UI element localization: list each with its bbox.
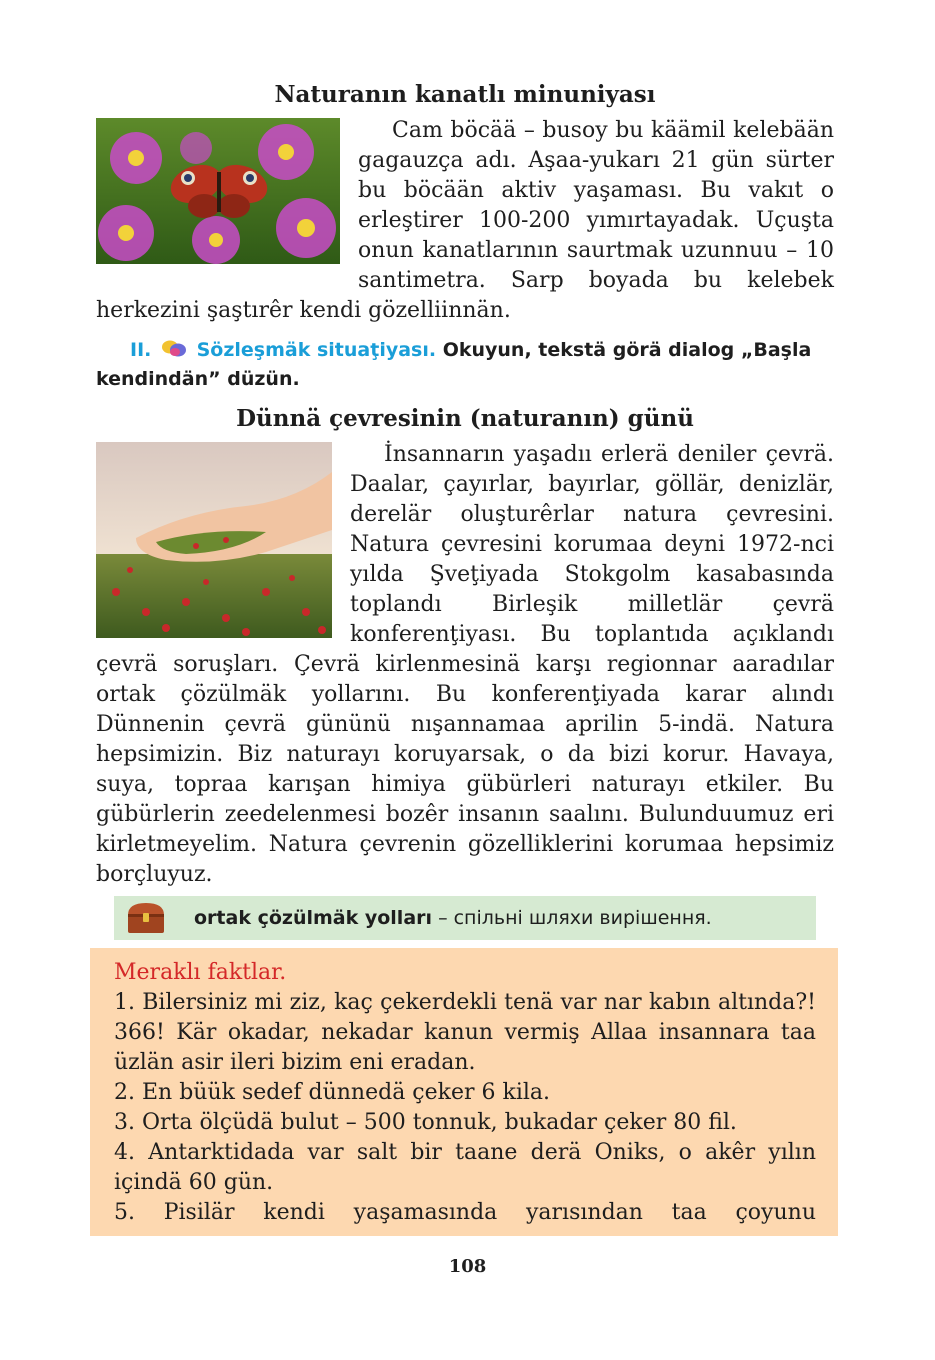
interesting-facts-box	[90, 948, 838, 1236]
task-heading: Sözleşmäk situaţiyası.	[196, 339, 437, 361]
facts-title: Meraklı faktlar.	[114, 960, 287, 985]
section2-title: Dünnä çevresinin (naturanın) günü	[236, 405, 694, 432]
hand-holding-meadow-image	[96, 442, 332, 638]
vocab-term: ortak çözülmäk yolları	[194, 907, 433, 929]
task-line	[96, 336, 834, 394]
section1-text: Cam böcää – busoy bu käämil kelebään gagauzça adı. Aşaa-yukarı 21 gün sürter bu böcään aktiv yaşaması. Bu vakıt o erleştirer 100-200 yımırtayadak. Uçuşta onun kanatlarının saurtmak uzunnuu – 10 santimetra. Sarp boyada bu kelebek herkezini şaştırêr kendi gözelliinnän.	[96, 118, 834, 323]
treasure-chest-icon	[124, 901, 168, 935]
section2-text: İnsannarın yaşadıı erlerä deniler çevrä. Daalar, çayırlar, bayırlar, göllär, denizlär, derelär oluşturêrlar natura çevresini. Natura çevresini korumaa deyni 1972-nci yılda Şveţiyada Stokgolm kasabasında toplandı Birleşik milletlär çevrä konferenţiyası. Bu toplantıda açıklandı çevrä soruşları. Çevrä kirlenmesinä karşı regionnar aaradılar ortak çözülmäk yollarını. Bu konferenţiyada karar alındı Dünnenin çevrä gününü nışannamaa aprilin 5-indä. Natura hepsimizin. Biz naturayı koruyarsak, o da bizi korur. Havaya, suya, topraa karışan himiya gübürleri naturayı etkiler. Bu gübürlerin zeedelenmesi bozêr insanın saalını. Bulunduumuz eri kirletmeyelim. Natura çevrenin gözelliklerini korumaa hepsimiz borçluyuz.	[96, 442, 834, 887]
vocabulary-box	[114, 896, 816, 940]
fact-item: 4. Antarktidada var salt bir taane derä Oniks, o akêr yılın içindä 60 gün.	[114, 1140, 816, 1195]
fact-item: 3. Orta ölçüdä bulut – 500 tonnuk, bukadar çeker 80 fil.	[114, 1110, 737, 1135]
vocab-translation: – спільні шляхи вирішення.	[432, 907, 712, 929]
task-number: II.	[130, 339, 152, 361]
page-content	[96, 80, 834, 890]
fact-item: 2. En büük sedef dünnedä çeker 6 kila.	[114, 1080, 551, 1105]
dialog-icon	[161, 339, 187, 359]
butterfly-on-flowers-image	[96, 118, 340, 264]
fact-item: 5. Pisilär kendi yaşamasında yarısından taa çoyunu	[114, 1200, 816, 1225]
fact-item: 1. Bilersiniz mi ziz, kaç çekerdekli tenä var nar kabın altında?! 366! Kär okadar, nekadar kanun vermiş Allaa insannara taa üzlän asir ileri bizim eni eradan.	[114, 990, 816, 1075]
page-number: 108	[448, 1256, 487, 1277]
section1-title: Naturanın kanatlı minuniyası	[274, 81, 656, 108]
task-instruction: Okuyun, tekstä görä dialog „Başla kendindän” düzün.	[96, 339, 812, 390]
